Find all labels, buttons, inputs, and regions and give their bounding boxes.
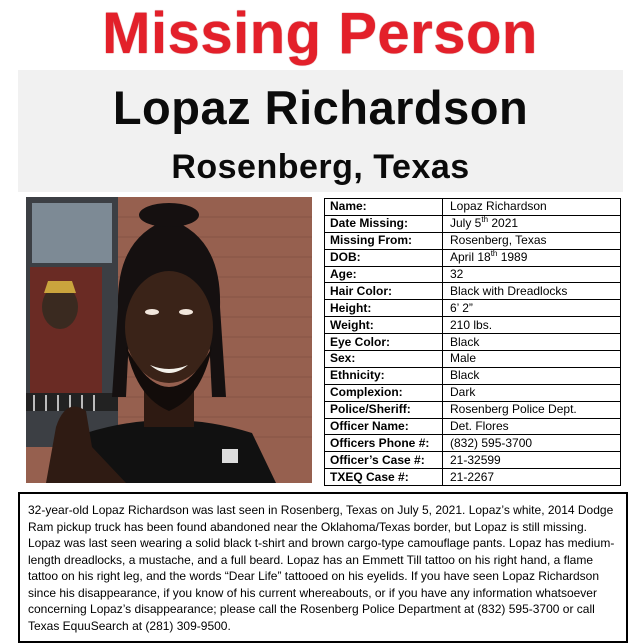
- detail-label: DOB:: [325, 249, 443, 266]
- detail-value-ordinal: th: [490, 249, 498, 259]
- details-row: [325, 418, 621, 435]
- photo-illustration: [26, 197, 312, 483]
- detail-label: Sex:: [325, 351, 443, 368]
- detail-value: 32: [443, 266, 621, 283]
- details-row: [325, 317, 621, 334]
- details-row: [325, 334, 621, 351]
- detail-label: Officer’s Case #:: [325, 452, 443, 469]
- detail-value: 21-2267: [443, 469, 621, 486]
- details-row: [325, 384, 621, 401]
- detail-label: Officer Name:: [325, 418, 443, 435]
- detail-value: (832) 595-3700: [443, 435, 621, 452]
- detail-value: 210 lbs.: [443, 317, 621, 334]
- detail-label: Weight:: [325, 317, 443, 334]
- detail-label: Date Missing:: [325, 215, 443, 232]
- detail-value-text: April 18: [450, 250, 491, 265]
- details-row: [325, 266, 621, 283]
- detail-value: 21-32599: [443, 452, 621, 469]
- detail-value: Male: [443, 351, 621, 368]
- detail-value: Rosenberg, Texas: [443, 232, 621, 249]
- details-row: [325, 401, 621, 418]
- detail-value-year: 1989: [497, 250, 528, 265]
- detail-value: Rosenberg Police Dept.: [443, 401, 621, 418]
- name-banner: [18, 70, 623, 192]
- details-row: [325, 469, 621, 486]
- details-row: [325, 199, 621, 216]
- details-table: [324, 198, 621, 486]
- details-row: [325, 435, 621, 452]
- detail-value: Det. Flores: [443, 418, 621, 435]
- detail-value: [443, 249, 621, 266]
- details-row: [325, 283, 621, 300]
- person-photo: [26, 197, 312, 483]
- detail-label: Height:: [325, 300, 443, 317]
- detail-label: TXEQ Case #:: [325, 469, 443, 486]
- detail-value: [443, 215, 621, 232]
- detail-value-year: 2021: [488, 216, 519, 231]
- details-row: [325, 452, 621, 469]
- description-box: 32-year-old Lopaz Richardson was last seen in Rosenberg, Texas on July 5, 2021. Lopaz’s white, 2014 Dodge Ram pickup truck has been found abandoned near the Oklahoma/Texas border, but Lopaz is still missing. Lopaz was last seen wearing a solid black t-shirt and brown cargo-type camouflage pants. Lopaz has medium-length dreadlocks, a mustache, and a full beard. Lopaz has an Emmett Till tattoo on his right hand, a flame tattoo on his right leg, and the words “Dear Life” tattooed on his eyelids. If you have seen Lopaz Richardson since his disappearance, if you know of his current whereabouts, or if you have any information whatsoever concerning Lopaz’s disappearance; please call the Rosenberg Police Department at (832) 595-3700 or call Texas EquuSearch at (281) 309-9500.: [18, 492, 628, 643]
- person-location: Rosenberg, Texas: [171, 148, 470, 186]
- detail-value: Lopaz Richardson: [443, 199, 621, 216]
- detail-value-text: July 5: [450, 216, 482, 231]
- detail-label: Missing From:: [325, 232, 443, 249]
- details-row: [325, 300, 621, 317]
- details-row: [325, 367, 621, 384]
- detail-value: Black with Dreadlocks: [443, 283, 621, 300]
- detail-value: 6’ 2”: [443, 300, 621, 317]
- detail-label: Age:: [325, 266, 443, 283]
- detail-value-ordinal: th: [481, 215, 489, 225]
- details-row: [325, 249, 621, 266]
- detail-label: Police/Sheriff:: [325, 401, 443, 418]
- detail-value: Black: [443, 334, 621, 351]
- details-row: [325, 215, 621, 232]
- details-row: [325, 232, 621, 249]
- detail-value: Dark: [443, 384, 621, 401]
- headline: Missing Person: [102, 1, 538, 66]
- detail-label: Officers Phone #:: [325, 435, 443, 452]
- detail-label: Eye Color:: [325, 334, 443, 351]
- detail-value: Black: [443, 367, 621, 384]
- detail-label: Hair Color:: [325, 283, 443, 300]
- detail-label: Name:: [325, 199, 443, 216]
- details-row: [325, 351, 621, 368]
- detail-label: Complexion:: [325, 384, 443, 401]
- detail-label: Ethnicity:: [325, 367, 443, 384]
- person-name: Lopaz Richardson: [112, 81, 529, 134]
